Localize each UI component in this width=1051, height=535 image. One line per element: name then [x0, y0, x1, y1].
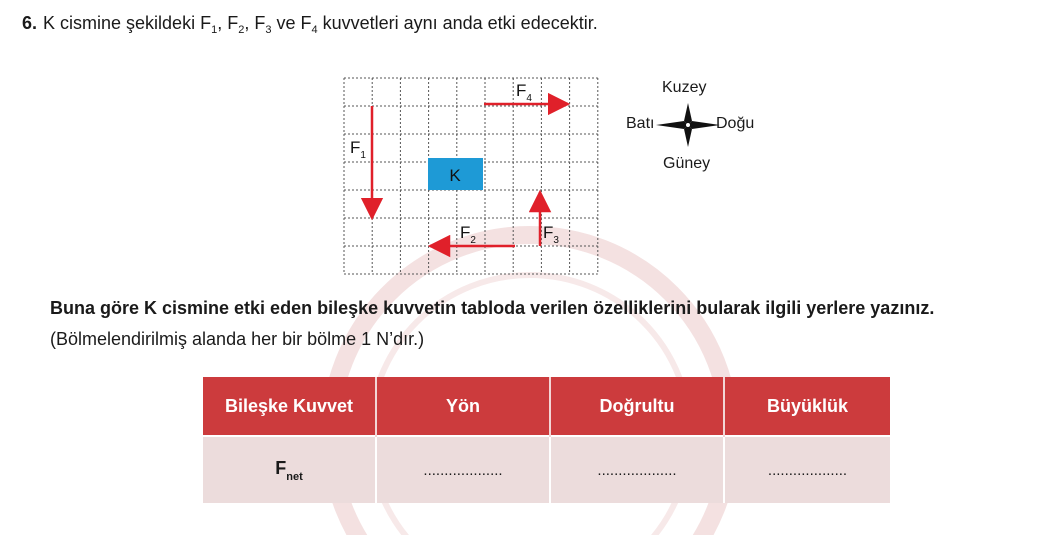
header-yon: Yön — [376, 377, 550, 436]
force-f3-label: $F_3$ — [543, 223, 559, 246]
header-bileske-kuvvet: Bileşke Kuvvet — [203, 377, 376, 436]
force-f4-label: $F_4$ — [516, 81, 532, 104]
object-k-label: K — [449, 166, 461, 185]
header-dogrultu: Doğrultu — [550, 377, 724, 436]
force-grid-diagram — [330, 70, 610, 280]
question-text: 6. K cismine şekildeki $F_1$, $F_2$, $F_3$ ve $F_4$ kuvvetleri aynı anda etki edecektir. — [22, 13, 598, 36]
header-buyukluk: Büyüklük — [724, 377, 890, 436]
buyukluk-blank[interactable]: ................... — [724, 436, 890, 503]
compass-north: Kuzey — [662, 79, 707, 96]
compass-rose — [620, 75, 760, 185]
answer-table — [203, 377, 890, 503]
force-f1-label: $F_1$ — [350, 138, 366, 161]
fnet-cell: $F_{net}$ — [203, 436, 376, 503]
force-f2-label: $F_2$ — [460, 223, 476, 246]
question-number: 6. — [22, 13, 38, 33]
instruction-text: Buna göre K cismine etki eden bileşke kuvvetin tabloda verilen özelliklerini bularak ilgili yerlere yazınız. (Bölmelendirilmiş alanda her bir bölme 1 N’dır.) — [50, 298, 935, 349]
table-header-row — [203, 377, 890, 436]
dogrultu-blank[interactable]: ................... — [550, 436, 724, 503]
compass-west: Batı — [626, 115, 655, 132]
compass-south: Güney — [663, 155, 711, 172]
compass-east: Doğu — [716, 115, 755, 132]
table-row — [203, 436, 890, 503]
yon-blank[interactable]: ................... — [376, 436, 550, 503]
